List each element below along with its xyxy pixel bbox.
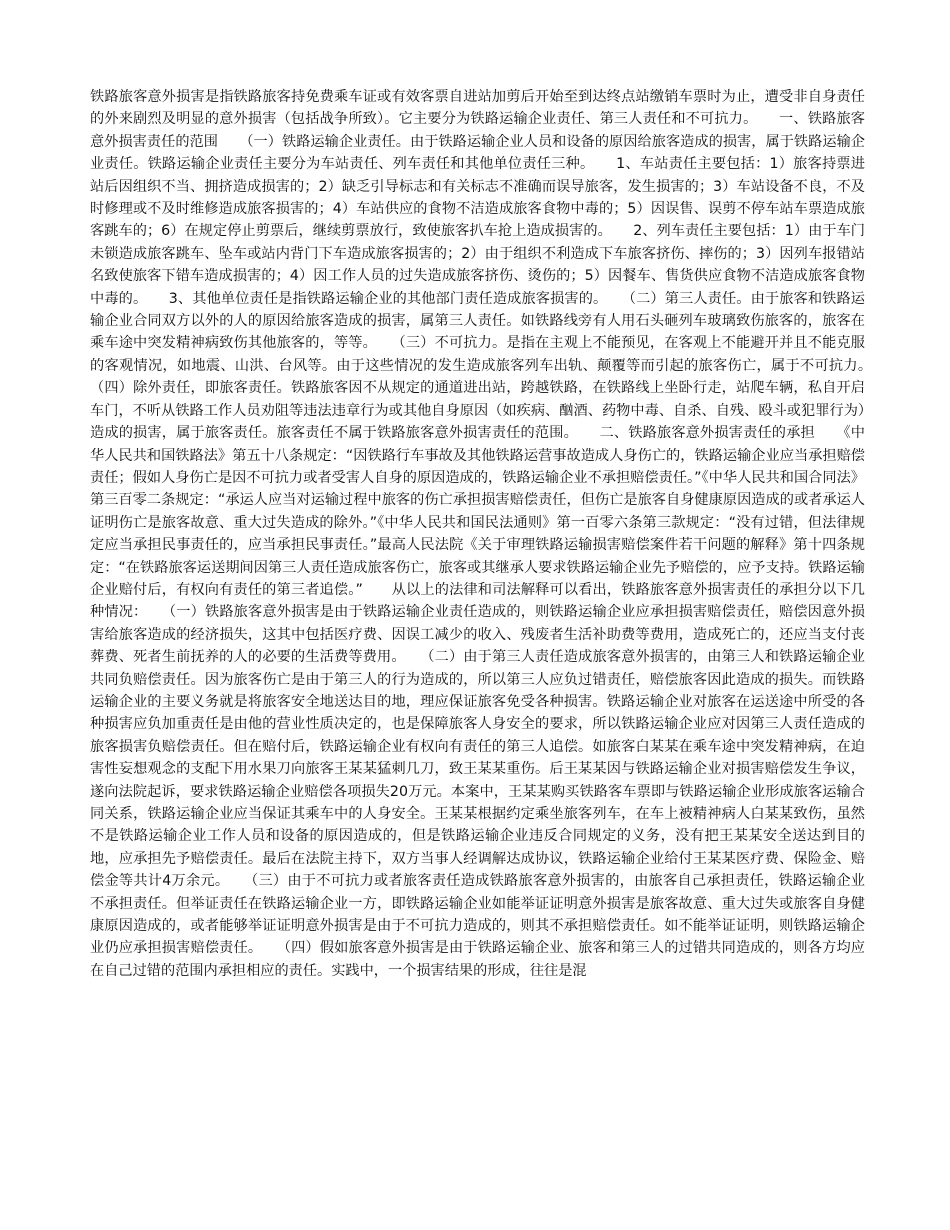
article-body-text: 铁路旅客意外损害是指铁路旅客持免费乘车证或有效客票自进站加剪后开始至到达终点站缴销车票时为止，遭受非自身责任的外来剧烈及明显的意外损害（包括战争所致）。它主要分为铁路运输企业责任、第三人责任和不可抗力。 一、铁路旅客意外损害责任的范围 （一）铁路运输企业责任。由于铁路运输企业人员和设备的原因给旅客造成的损害，属于铁路运输企业责任。铁路运输企业责任主要分为车站责任、列车责任和其他单位责任三种。 1、车站责任主要包括：1）旅客持票进站后因组织不当、拥挤造成损害的；2）缺乏引导标志和有关标志不准确而误导旅客，发生损害的；3）车站设备不良，不及时修理或不及时维修造成旅客损害的；4）车站供应的食物不洁造成旅客食物中毒的；5）因误售、误剪不停车站车票造成旅客跳车的；6）在规定停止剪票后，继续剪票放行，致使旅客扒车抢上造成损害的。 2、列车责任主要包括：1）由于车门未锁造成旅客跳车、坠车或站内背门下车造成旅客损害的；2）由于组织不利造成下车旅客挤伤、摔伤的；3）因列车报错站名致使旅客下错车造成损害的；4）因工作人员的过失造成旅客挤伤、烫伤的；5）因餐车、售货供应食物不洁造成旅客食物中毒的。 3、其他单位责任是指铁路运输企业的其他部门责任造成旅客损害的。 （二）第三人责任。由于旅客和铁路运输企业合同双方以外的人的原因给旅客造成的损害，属第三人责任。如铁路线旁有人用石头砸列车玻璃致伤旅客的，旅客在乘车途中突发精神病致伤其他旅客的，等等。 （三）不可抗力。是指在主观上不能预见，在客观上不能避开并且不能克服的客观情况，如地震、山洪、台风等。由于这些情况的发生造成旅客列车出轨、颠覆等而引起的旅客伤亡，属于不可抗力。 （四）除外责任，即旅客责任。铁路旅客因不从规定的通道进出站，跨越铁路，在铁路线上坐卧行走，站爬车辆，私自开启车门，不听从铁路工作人员劝阻等违法违章行为或其他自身原因（如疾病、酗酒、药物中毒、自杀、自残、殴斗或犯罪行为）造成的损害，属于旅客责任。旅客责任不属于铁路旅客意外损害责任的范围。 二、铁路旅客意外损害责任的承担 《中华人民共和国铁路法》第五十八条规定：“因铁路行车事故及其他铁路运营事故造成人身伤亡的，铁路运输企业应当承担赔偿责任；假如人身伤亡是因不可抗力或者受害人自身的原因造成的，铁路运输企业不承担赔偿责任。”《中华人民共和国合同法》第三百零二条规定：“承运人应当对运输过程中旅客的伤亡承担损害赔偿责任，但伤亡是旅客自身健康原因造成的或者承运人证明伤亡是旅客故意、重大过失造成的除外。”《中华人民共和国民法通则》第一百零六条第三款规定：“没有过错，但法律规定应当承担民事责任的，应当承担民事责任。”最高人民法院《关于审理铁路运输损害赔偿案件若干问题的解释》第十四条规定：“在铁路旅客运送期间因第三人责任造成旅客伤亡，旅客或其继承人要求铁路运输企业先予赔偿的，应予支持。铁路运输企业赔付后，有权向有责任的第三者追偿。” 从以上的法律和司法解释可以看出，铁路旅客意外损害责任的承担分以下几种情况： （一）铁路旅客意外损害是由于铁路运输企业责任造成的，则铁路运输企业应承担损害赔偿责任，赔偿因意外损害给旅客造成的经济损失，这其中包括医疗费、因误工减少的收入、残废者生活补助费等费用，造成死亡的，还应当支付丧葬费、死者生前抚养的人的必要的生活费等费用。 （二）由于第三人责任造成旅客意外损害的，由第三人和铁路运输企业共同负赔偿责任。因为旅客伤亡是由于第三人的行为造成的，所以第三人应负过错责任，赔偿旅客因此造成的损失。而铁路运输企业的主要义务就是将旅客安全地送达目的地，理应保证旅客免受各种损害。铁路运输企业对旅客在运送途中所受的各种损害应负加重责任是由他的营业性质决定的，也是保障旅客人身安全的要求，所以铁路运输企业应对因第三人责任造成的旅客损害负赔偿责任。但在赔付后，铁路运输企业有权向有责任的第三人追偿。如旅客白某某在乘车途中突发精神病，在迫害性妄想观念的支配下用水果刀向旅客王某某猛刺几刀，致王某某重伤。后王某某因与铁路运输企业对损害赔偿发生争议，遂向法院起诉，要求铁路运输企业赔偿各项损失20万元。本案中，王某某购买铁路客车票即与铁路运输企业形成旅客运输合同关系，铁路运输企业应当保证其乘车中的人身安全。王某某根据约定乘坐旅客列车，在车上被精神病人白某某致伤，虽然不是铁路运输企业工作人员和设备的原因造成的，但是铁路运输企业违反合同规定的义务，没有把王某某安全送达到目的地，应承担先予赔偿责任。最后在法院主持下，双方当事人经调解达成协议，铁路运输企业给付王某某医疗费、保险金、赔偿金等共计4万余元。 （三）由于不可抗力或者旅客责任造成铁路旅客意外损害的，由旅客自己承担责任，铁路运输企业不承担责任。但举证责任在铁路运输企业一方，即铁路运输企业如能举证证明意外损害是旅客故意、重大过失或旅客自身健康原因造成的，或者能够举证证明意外损害是由于不可抗力造成的，则其不承担赔偿责任。如不能举证证明，则铁路运输企业仍应承担损害赔偿责任。 （四）假如旅客意外损害是由于铁路运输企业、旅客和第三人的过错共同造成的，则各方均应在自己过错的范围内承担相应的责任。实践中，一个损害结果的形成，往往是混 [90,89,894,979]
document-page [90,86,894,982]
